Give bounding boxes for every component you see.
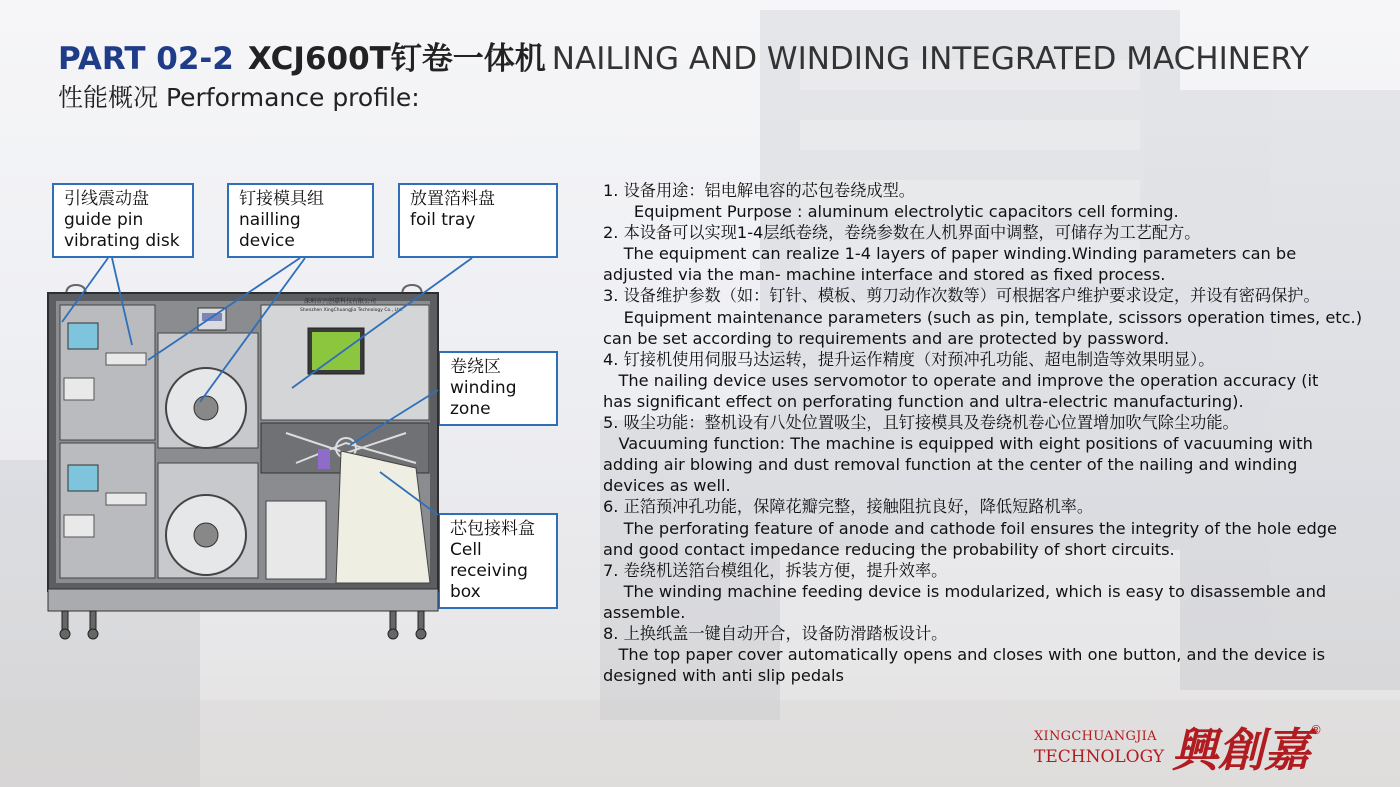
callout-line: foil tray [410, 210, 476, 230]
brand-logo-text: 興創嘉 [1172, 723, 1310, 777]
performance-feature-list [603, 180, 1388, 686]
feature-zh: 8. 上换纸盖一键自动开合，设备防滑踏板设计。 [603, 623, 948, 643]
callout-line: 芯包接料盒 [450, 519, 535, 539]
feature-item [603, 496, 1383, 559]
callout-foil-tray [398, 183, 558, 258]
callout-line: receiving [450, 561, 528, 581]
feature-item [603, 285, 1388, 348]
slide-subtitle: 性能概况 Performance profile: [58, 83, 420, 112]
callout-line: box [450, 582, 481, 602]
lower-vibrating-bowl [68, 465, 98, 491]
machine-base [48, 589, 438, 611]
feature-en: The winding machine feeding device is modularized, which is easy to disassemble and assemble. [603, 581, 1332, 622]
callout-line: winding [450, 378, 517, 398]
feature-zh: 4. 钉接机使用伺服马达运转，提升运作精度（对预冲孔功能、超电制造等效果明显）。 [603, 349, 1215, 369]
slide-header [58, 40, 1309, 114]
callout-nailling-device [227, 183, 374, 258]
feature-en: Equipment Purpose : aluminum electrolytic capacitors cell forming. [603, 202, 1179, 222]
feature-zh: 6. 正箔预冲孔功能，保障花瓣完整，接触阻抗良好，降低短路机率。 [603, 497, 1094, 517]
feature-en: The equipment can realize 1-4 layers of paper winding.Winding parameters can be adjusted via the man- machine interface and stored as fixed process. [603, 244, 1302, 285]
title-english: NAILING AND WINDING INTEGRATED MACHINERY [551, 41, 1309, 77]
feature-en: Equipment maintenance parameters (such as pin, template, scissors operation times, etc.) can be set according to requirements and are protected by password. [603, 307, 1388, 348]
feature-en: The top paper cover automatically opens and closes with one button, and the device is designed with anti slip pedals [603, 645, 1331, 686]
feature-item [603, 349, 1383, 412]
title-model: XCJ600T钉卷一体机 [247, 41, 546, 77]
nameplate-text-2: Shenzhen XingChuangJia Technology Co., Ltd. [300, 308, 404, 313]
feature-en: The perforating feature of anode and cathode foil ensures the integrity of the hole edge and good contact impedance reducing the probability of short circuits. [603, 518, 1343, 559]
feature-zh: 1. 设备用途：铝电解电容的芯包卷绕成型。 [603, 181, 915, 200]
nameplate-text-1: 深圳市兴创嘉科技有限公司 [304, 298, 377, 305]
callout-line: zone [450, 399, 491, 419]
callout-cell-receiving-box [438, 513, 558, 609]
brand-line-1: XINGCHUANGJIA [1034, 729, 1157, 744]
callout-guide-pin-vibrating-disk [52, 183, 194, 258]
feature-item [603, 623, 1383, 686]
hmi-touch-screen [312, 332, 360, 370]
brand-line-2: TECHNOLOGY [1034, 747, 1165, 767]
feature-item [603, 412, 1383, 496]
feature-en: Vacuuming function: The machine is equipped with eight positions of vacuuming with adding air blowing and dust removal function at the center of the nailing and winding devices as well. [603, 434, 1319, 496]
callout-line: 放置箔料盘 [410, 189, 495, 209]
feature-zh: 2. 本设备可以实现1-4层纸卷绕，卷绕参数在人机界面中调整，可储存为工艺配方。 [603, 223, 1201, 243]
small-display-screen [202, 313, 222, 321]
feature-zh: 7. 卷绕机送箔台模组化，拆装方便，提升效率。 [603, 560, 948, 580]
callout-line: device [239, 231, 295, 251]
lower-reel-hub [194, 523, 218, 547]
callout-line: guide pin [64, 210, 144, 230]
feature-item [603, 222, 1383, 285]
callout-line: nailling [239, 210, 301, 230]
callout-winding-zone [438, 351, 558, 426]
slide-title [58, 40, 1309, 78]
lower-left-module [60, 443, 155, 578]
machine-feet [60, 611, 426, 639]
callout-line: 引线震动盘 [64, 189, 149, 209]
cabinet-door [266, 501, 326, 579]
brand-logo [1170, 716, 1330, 780]
upper-vibrating-bowl [68, 323, 98, 349]
feature-en: The nailing device uses servomotor to operate and improve the operation accuracy (it has significant effect on perforating function and ultra-electric manufacturing). [603, 370, 1345, 411]
title-part-number: PART 02-2 [58, 41, 234, 77]
machine-diagram [46, 283, 441, 643]
callout-line: vibrating disk [64, 231, 180, 251]
feature-item [603, 560, 1383, 623]
feature-zh: 3. 设备维护参数（如：钉针、模板、剪刀动作次数等）可根据客户维护要求设定，并设有密码保护。 [603, 286, 1320, 306]
callout-line: 卷绕区 [450, 357, 501, 377]
upper-reel-hub [194, 396, 218, 420]
cell-receiving-box [336, 451, 430, 583]
feature-item [603, 180, 1383, 222]
brand-wordmark [1034, 727, 1164, 767]
callout-line: 钉接模具组 [239, 189, 324, 209]
callout-line: Cell [450, 540, 482, 560]
nailing-die [318, 449, 330, 469]
registered-mark: ® [1310, 723, 1322, 737]
feature-zh: 5. 吸尘功能：整机设有八处位置吸尘，且钉接模具及卷绕机卷心位置增加吹气除尘功能。 [603, 413, 1239, 433]
